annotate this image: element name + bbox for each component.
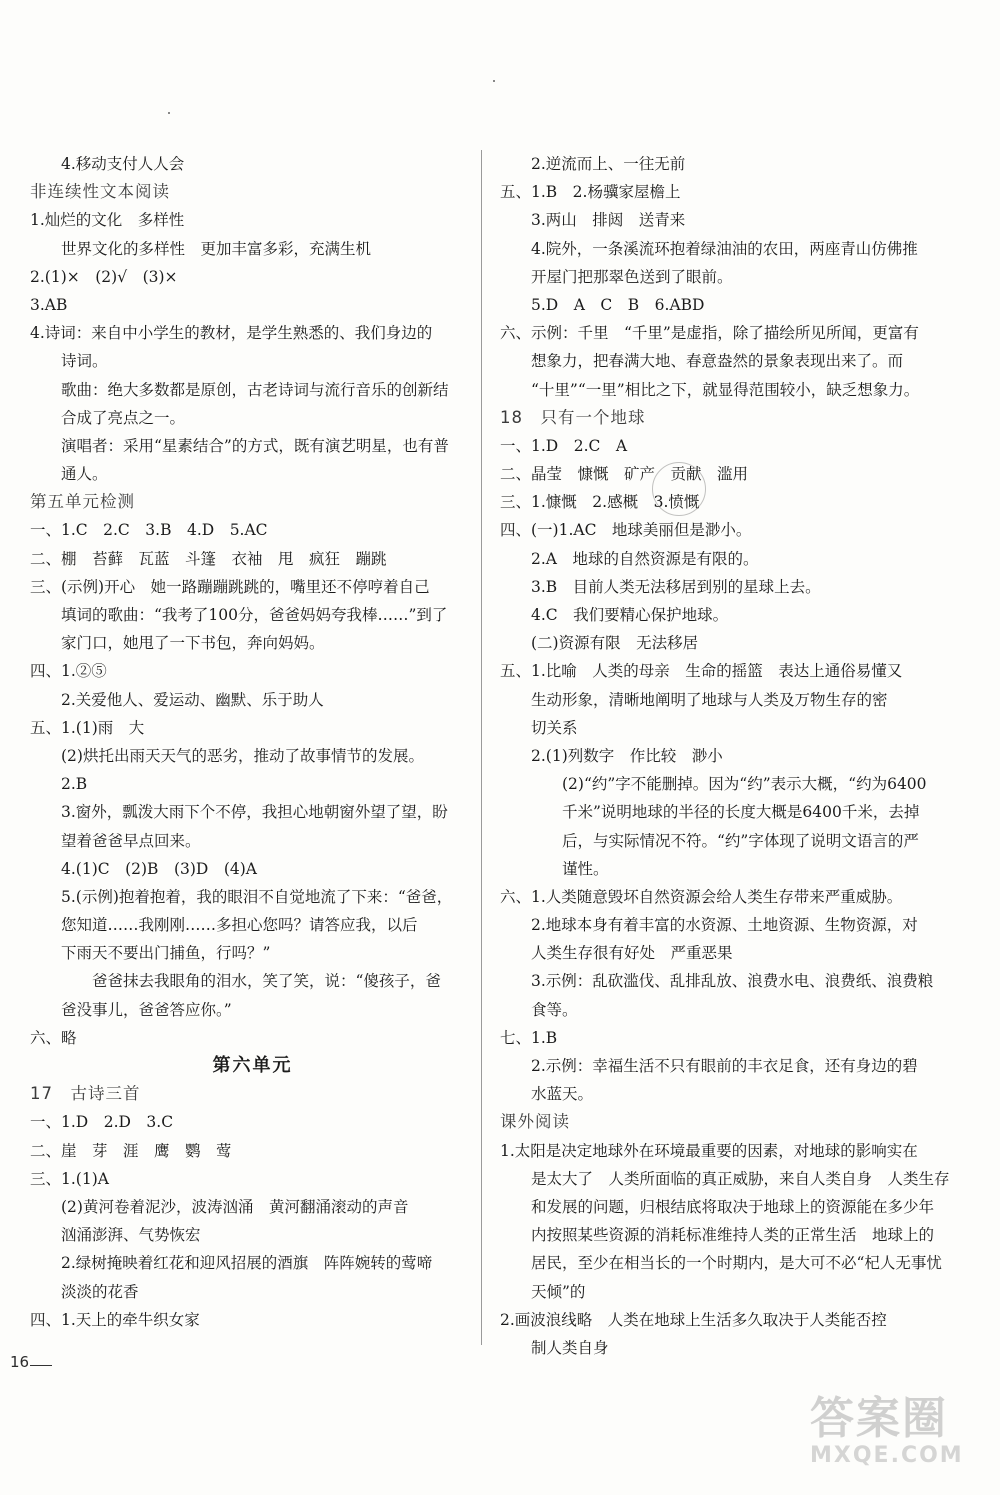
answer-line: 爸爸抹去我眼角的泪水，笑了笑，说：“傻孩子，爸 [92,972,441,991]
answer-line: 和发展的问题，归根结底将取决于地球上的资源能在多少年 [531,1197,935,1216]
answer-line: 4.院外，一条溪流环抱着绿油油的农田，两座青山仿佛推 [531,239,918,258]
answer-line: 世界文化的多样性 更加丰富多彩，充满生机 [61,239,372,258]
section-heading: 非连续性文本阅读 [30,182,170,202]
unit-title: 第六单元 [212,1055,293,1076]
answer-line: 2.逆流而上、一往无前 [531,155,686,173]
answer-line: 1.灿烂的文化 多样性 [30,211,185,230]
answer-line: 您知道……我刚刚……多担心您吗？请答应我，以后 [61,916,418,935]
answer-line: 四、1.天上的牵牛织女家 [30,1310,200,1329]
section-heading: 18 只有一个地球 [500,407,646,427]
answer-line: 望着爸爸早点回来。 [61,831,201,850]
watermark-logo-text: 答案圈 [810,1393,948,1444]
section-heading: 课外阅读 [500,1112,570,1132]
answer-line: 2.示例：幸福生活不只有眼前的丰衣足食，还有身边的碧 [531,1057,918,1075]
faint-stamp-mark [652,462,706,516]
answer-line: 4.诗词：来自中小学生的教材，是学生熟悉的、我们身边的 [30,324,433,343]
answer-line: 制人类自身 [531,1338,609,1357]
section-heading: 17 古诗三首 [30,1084,141,1104]
answer-line: 三、1.(1)A [30,1169,109,1188]
scan-speck [493,80,495,82]
section-heading: 第五单元检测 [30,492,135,512]
answer-line: 2.(1)× (2)√ (3)× [30,267,178,286]
answer-line: 4.(1)C (2)B (3)D (4)A [61,859,257,878]
answer-line: (2)烘托出雨天天气的恶劣，推动了故事情节的发展。 [61,746,424,765]
answer-line: 3.AB [30,295,68,314]
answer-line: 淡淡的花香 [61,1282,139,1301]
answer-line: “十里”“一里”相比之下，就显得范围较小，缺乏想象力。 [531,380,920,399]
answer-line: 六、略 [30,1028,77,1047]
answer-line: 3.示例：乱砍滥伐、乱排乱放、浪费水电、浪费纸、浪费粮 [531,972,934,991]
answer-line: 一、1.D 2.D 3.C [30,1113,174,1132]
answer-line: 4.C 我们要精心保护地球。 [531,606,729,624]
answer-line: 一、1.D 2.C A [500,436,628,455]
answer-line: 五、1.(1)雨 大 [30,718,145,737]
answer-line: 四、1.②⑤ [30,662,107,681]
answer-line: 2.地球本身有着丰富的水资源、土地资源、生物资源，对 [531,916,918,935]
scan-speck [168,112,170,114]
answer-line: 家门口，她甩了一下书包，奔向妈妈。 [61,634,325,653]
answer-line: 是太大了 人类所面临的真正威胁，来自人类自身 人类生存 [531,1169,950,1188]
answer-line: 5.D A C B 6.ABD [531,295,705,314]
answer-line: 合成了亮点之一。 [61,408,186,427]
watermark-url: MXQE.COM [810,1443,964,1468]
answer-line: 二、晶莹 慷慨 矿产 贡献 滥用 [500,465,749,484]
answer-line: 千米”说明地球的半径的长度大概是6400千米，去掉 [562,803,920,822]
page-number-rule [30,1365,52,1366]
answer-line: (2)黄河卷着泥沙，波涛汹涌 黄河翻涌滚动的声音 [61,1197,409,1216]
answer-line: 六、示例：千里 “千里”是虚指，除了描绘所见所闻，更富有 [500,324,919,343]
answer-line: 生动形象，清晰地阐明了地球与人类及万物生存的密 [531,690,888,709]
column-divider [481,150,482,1345]
answer-line: 内按照某些资源的消耗标准维持人类的正常生活 地球上的 [531,1226,935,1245]
answer-line: 三、(示例)开心 她一路蹦蹦跳跳的，嘴里还不停哼着自己 [30,577,430,596]
answer-line: 七、1.B [500,1028,558,1047]
answer-line: (2)“约”字不能删掉。因为“约”表示大概，“约为6400 [562,775,927,794]
answer-line: 下雨天不要出门捕鱼，行吗？” [61,944,271,963]
answer-line: 演唱者：采用“星素结合”的方式，既有演艺明星，也有普 [61,436,449,455]
answer-line: 想象力，把春满大地、春意盎然的景象表现出来了。而 [531,352,904,371]
answer-line: 三、1.慷慨 2.感概 3.愤慨 [500,493,700,512]
answer-line: 通人。 [61,465,108,484]
page-number: 16 [10,1353,30,1371]
answer-line: 诗词。 [61,352,108,371]
answer-line: 一、1.C 2.C 3.B 4.D 5.AC [30,521,268,540]
answer-line: 2.绿树掩映着红花和迎风招展的酒旗 阵阵婉转的莺啼 [61,1254,433,1273]
answer-line: 1.太阳是决定地球外在环境最重要的因素，对地球的影响实在 [500,1141,918,1160]
right-column [500,150,960,1362]
answer-line: 歌曲：绝大多数都是原创，古老诗词与流行音乐的创新结 [61,380,449,399]
answer-line: 切关系 [531,718,578,737]
answer-line: 水蓝天。 [531,1085,594,1104]
answer-line: 5.(示例)抱着抱着，我的眼泪不自觉地流了下来：“爸爸， [61,887,453,906]
answer-line: 4.移动支付人人会 [61,155,185,173]
answer-line: 2.B [61,775,88,794]
answer-line: 3.窗外，瓢泼大雨下个不停，我担心地朝窗外望了望，盼 [61,803,448,822]
answer-line: 2.关爱他人、爱运动、幽默、乐于助人 [61,690,324,709]
answer-line: 六、1.人类随意毁坏自然资源会给人类生存带来严重威胁。 [500,887,903,906]
answer-line: 二、崖 芽 涯 鹰 鹦 莺 [30,1141,232,1160]
answer-line: (二)资源有限 无法移居 [531,634,699,653]
answer-line: 谨性。 [562,859,609,878]
answer-line: 开屋门把那翠色送到了眼前。 [531,267,733,286]
answer-line: 五、1.比喻 人类的母亲 生命的摇篮 表达上通俗易懂又 [500,662,903,681]
answer-line: 天倾”的 [531,1282,586,1301]
answer-line: 汹涌澎湃、气势恢宏 [61,1226,201,1245]
answer-line: 居民，至少在相当长的一个时期内，是大可不必“杞人无事忧 [531,1254,942,1273]
answer-line: 食等。 [531,1000,578,1019]
answer-line: 爸没事儿，爸爸答应你。” [61,1000,232,1019]
answer-line: 3.两山 排闼 送青来 [531,211,686,230]
answer-line: 填词的歌曲：“我考了100分，爸爸妈妈夸我棒……”到了 [61,606,448,624]
answer-line: 后，与实际情况不符。“约”字体现了说明文语言的严 [562,831,919,850]
answer-line: 人类生存很有好处 严重恶果 [531,944,733,963]
answer-line: 2.A 地球的自然资源是有限的。 [531,549,759,568]
answer-line: 3.B 目前人类无法移居到别的星球上去。 [531,577,821,596]
answer-line: 五、1.B 2.杨骥家屋檐上 [500,183,681,202]
answer-line: 二、棚 苔藓 瓦蓝 斗篷 衣袖 甩 疯狂 蹦跳 [30,549,387,568]
left-column [30,150,475,1334]
answer-line: 四、(一)1.AC 地球美丽但是渺小。 [500,521,752,540]
answer-line: 2.画波浪线略 人类在地球上生活多久取决于人类能否控 [500,1310,887,1329]
answer-line: 2.(1)列数字 作比较 渺小 [531,746,723,765]
site-watermark [810,1395,990,1485]
